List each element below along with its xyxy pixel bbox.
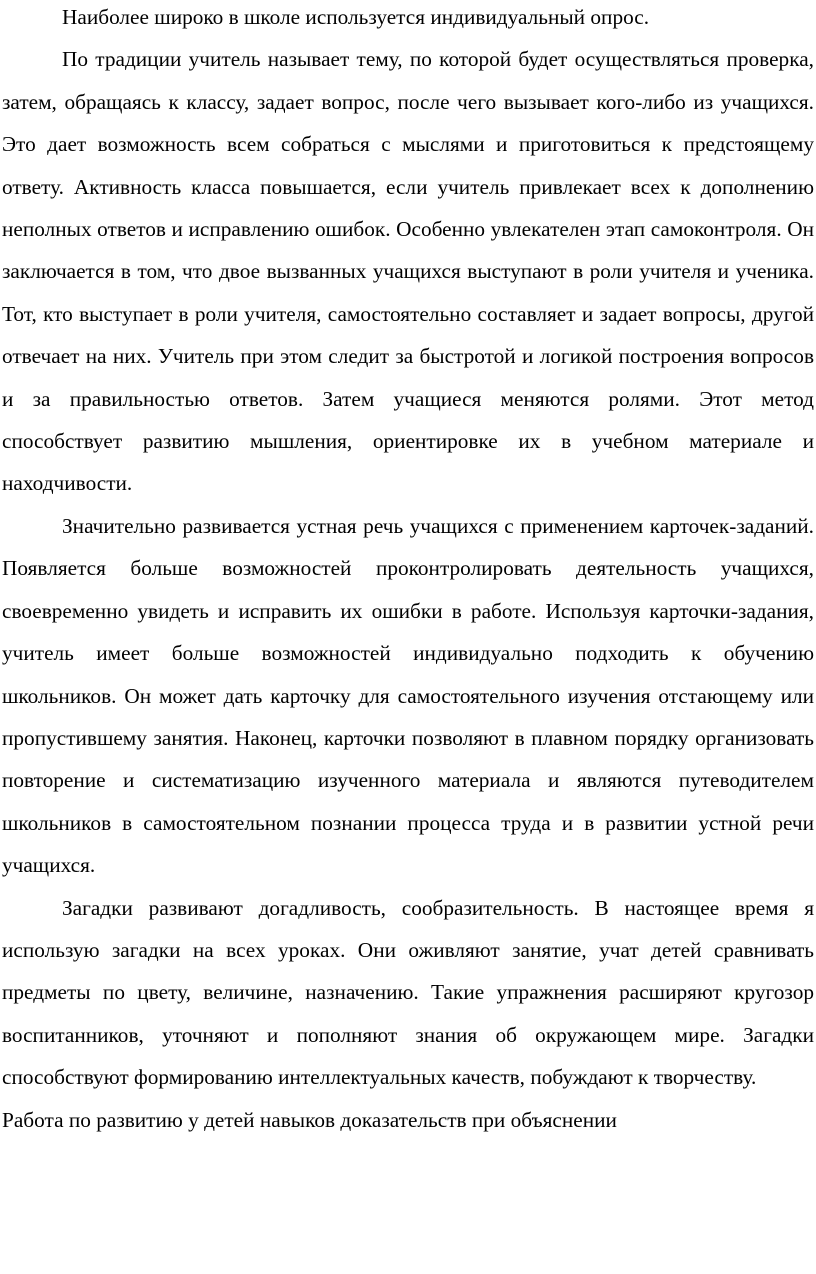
paragraph-individual-survey: Наиболее широко в школе используется индивидуальный опрос. (62, 5, 650, 29)
paragraph-task-cards: Значительно развивается устная речь учащихся с применением карточек-заданий. Появляется больше возможностей проконтролировать деятельность учащихся, своевременно увидеть и исправить их ошибки в работе. Используя карточки-задания, учитель имеет больше возможностей индивидуально подходить к обучению школьников. Он может дать карточку для самостоятельного изучения отстающему или пропустившему занятия. Наконец, карточки позволяют в плавном порядку организовать повторение и систематизацию изученного материала и являются путеводителем школьников в самостоятельном познании процесса труда и в развитии устной речи учащихся. (2, 513, 814, 878)
paragraph-riddles: Загадки развивают догадливость, сообразительность. В настоящее время я использую загадки на всех уроках. Они оживляют занятие, учат детей сравнивать предметы по цвету, величине, назначению. Такие упражнения расширяют кругозор воспитанников, уточняют и пополняют знания об окружающем мире. Загадки способствуют формированию интеллектуальных качеств, побуждают к творчеству. (2, 895, 814, 1090)
paragraph-proof-skills: Работа по развитию у детей навыков доказательств при объяснении (2, 1107, 617, 1132)
paragraph-tradition: По традиции учитель называет тему, по которой будет осуществляться проверка, затем, обращаясь к классу, задает вопрос, после чего вызывает кого-либо из учащихся. Это дает возможность всем собраться с мыслями и приготовиться к предстоящему ответу. Активность класса повышается, если учитель привлекает всех к дополнению неполных ответов и исправлению ошибок. Особенно увлекателен этап самоконтроля. Он заключается в том, что двое вызванных учащихся выступают в роли учителя и ученика. Тот, кто выступает в роли учителя, самостоятельно составляет и задает вопросы, другой отвечает на них. Учитель при этом следит за быстротой и логикой построения вопросов и за правильностью ответов. Затем учащиеся меняются ролями. Этот метод способствует развитию мышления, ориентировке их в учебном материале и находчивости. (2, 47, 814, 496)
